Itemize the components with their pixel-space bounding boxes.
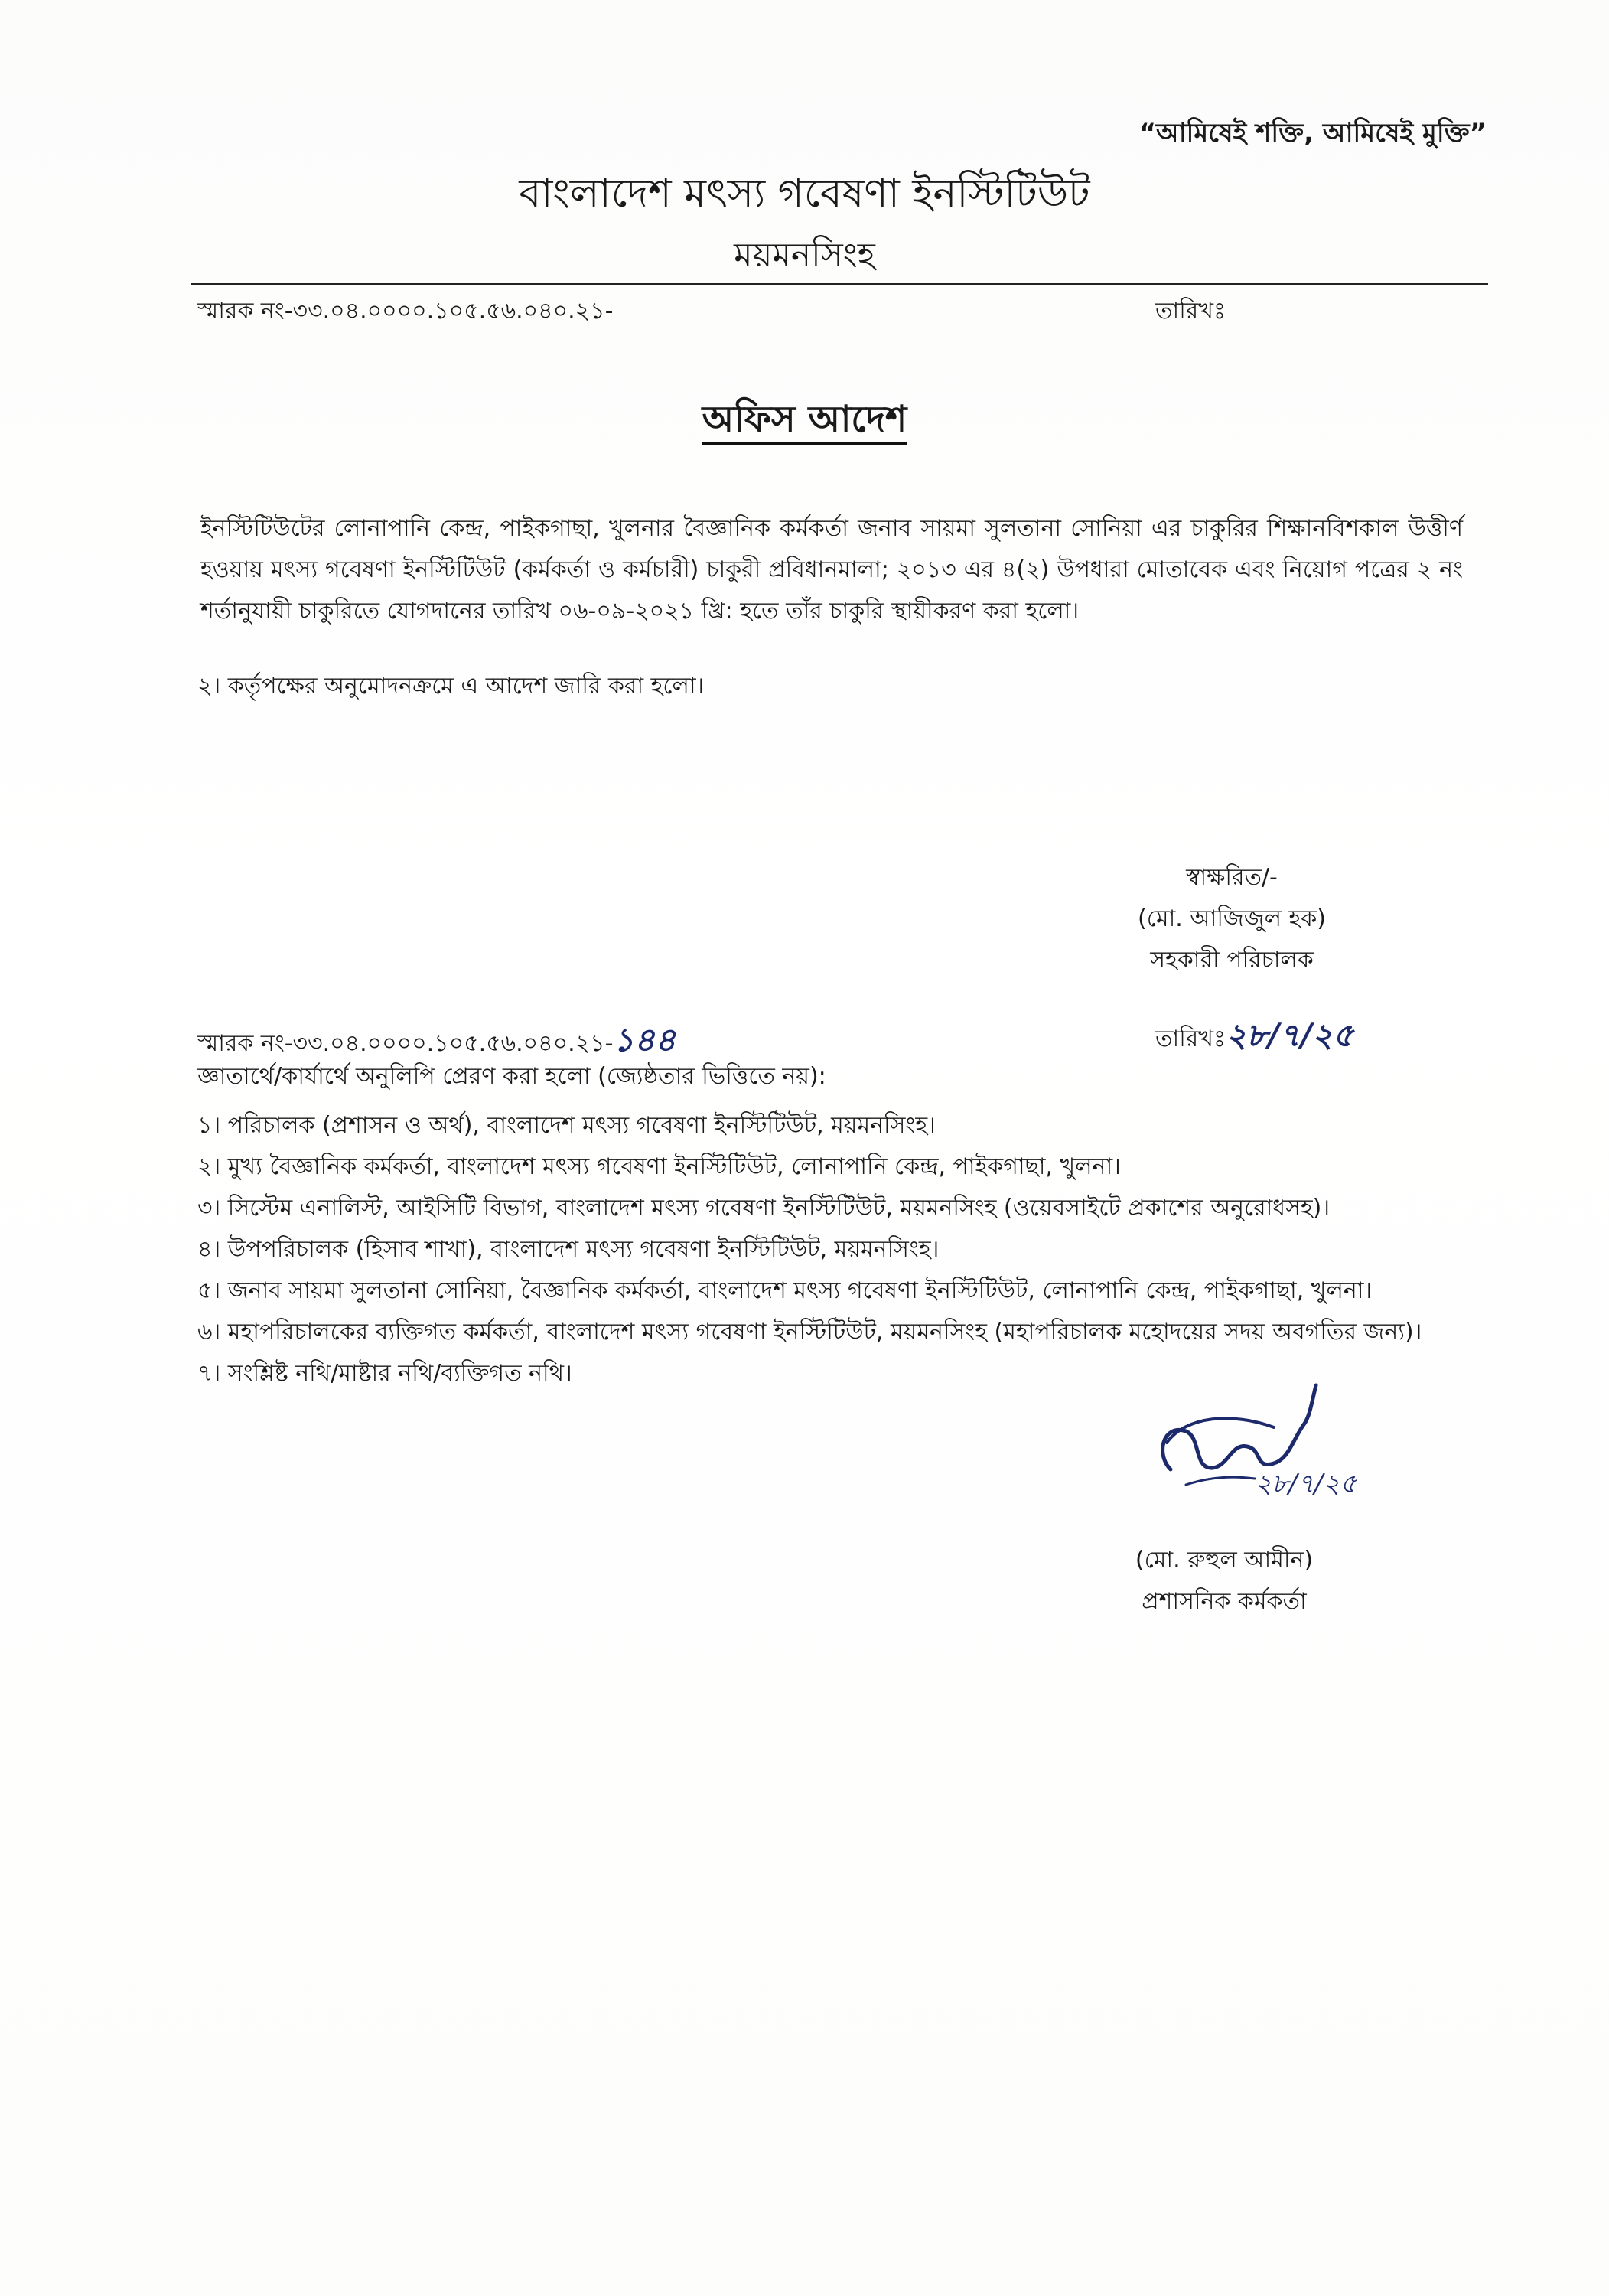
copy-item: ৭। সংশ্লিষ্ট নথি/মাষ্টার নথি/ব্যক্তিগত নথি। [197, 1360, 572, 1387]
copy-item: ২। মুখ্য বৈজ্ঞানিক কর্মকর্তা, বাংলাদেশ মৎস্য গবেষণা ইনস্টিটিউট, লোনাপানি কেন্দ্র, পাইকগাছা, খুলনা। [197, 1153, 1121, 1180]
order-paragraph-2: ২। কর্তৃপক্ষের অনুমোদনক্রমে এ আদেশ জারি করা হলো। [197, 673, 705, 700]
signed-mark: স্বাক্ষরিত/- [1186, 864, 1278, 891]
copy-item: ৫। জনাব সায়মা সুলতানা সোনিয়া, বৈজ্ঞানিক কর্মকর্তা, বাংলাদেশ মৎস্য গবেষণা ইনস্টিটিউট, লোনাপানি কেন্দ্র, পাইকগাছা, খুলনা। [197, 1277, 1373, 1304]
memo-number-top: স্মারক নং-৩৩.০৪.০০০০.১০৫.৫৬.০৪০.২১- [197, 298, 614, 325]
handwritten-signature [1140, 1370, 1370, 1523]
copies-intro: জ্ঞাতার্থে/কার্যার্থে অনুলিপি প্রেরণ করা হলো (জ্যেষ্ঠতার ভিত্তিতে নয়): [197, 1063, 826, 1090]
motto: “আমিষেই শক্তি, আমিষেই মুক্তি” [1138, 118, 1487, 148]
copies-list [197, 1105, 1483, 1394]
copy-item: ৩। সিস্টেম এনালিস্ট, আইসিটি বিভাগ, বাংলাদেশ মৎস্য গবেষণা ইনস্টিটিউট, ময়মনসিংহ (ওয়েবসাইটে প্রকাশের অনুরোধসহ)। [197, 1195, 1331, 1221]
signatory-designation: সহকারী পরিচালক [1150, 947, 1314, 974]
order-title-text: অফিস আদেশ [702, 398, 907, 445]
memo-handwritten-number: ১৪৪ [613, 1021, 676, 1058]
copy-item: ৪। উপপরিচালক (হিসাব শাখা), বাংলাদেশ মৎস্য গবেষণা ইনস্টিটিউট, ময়মনসিংহ। [197, 1236, 940, 1263]
copy-item: ১। পরিচালক (প্রশাসন ও অর্থ), বাংলাদেশ মৎস্য গবেষণা ইনস্টিটিউট, ময়মনসিংহ। [197, 1112, 936, 1139]
order-paragraph-1: ইনস্টিটিউটের লোনাপানি কেন্দ্র, পাইকগাছা, খুলনার বৈজ্ঞানিক কর্মকর্তা জনাব সায়মা সুলতানা সোনিয়া এর চাকুরির শিক্ষানবিশকাল উত্তীর্ণ হওয়ায় মৎস্য গবেষণা ইনস্টিটিউট (কর্মকর্তা ও কর্মচারী) চাকুরী প্রবিধানমালা; ২০১৩ এর ৪(২) উপধারা মোতাবেক এবং নিয়োগ পত্রের ২ নং শর্তানুযায়ী চাকুরিতে যোগদানের তারিখ ০৬-০৯-২০২১ খ্রি: হতে তাঁর চাকুরি স্থায়ীকরণ করা হলো। [200, 515, 1463, 625]
date-bottom [1155, 1010, 1353, 1065]
institute-title: বাংলাদেশ মৎস্য গবেষণা ইনস্টিটিউট [519, 171, 1090, 217]
signatory-name: (মো. রুহুল আমীন) [1135, 1547, 1314, 1574]
signatory-name: (মো. আজিজুল হক) [1138, 905, 1326, 932]
signatory-block-2 [1102, 1540, 1347, 1623]
signature-date: ২৮/৭/২৫ [1255, 1469, 1357, 1499]
memo-ref-text: স্মারক নং-৩৩.০৪.০০০০.১০৫.৫৬.০৪০.২১- [197, 1030, 614, 1057]
copy-item: ৬। মহাপরিচালকের ব্যক্তিগত কর্মকর্তা, বাংলাদেশ মৎস্য গবেষণা ইনস্টিটিউট, ময়মনসিংহ (মহাপরিচালক মহোদয়ের সদয় অবগতির জন্য)। [197, 1319, 1422, 1345]
date-handwritten: ২৮/৭/২৫ [1226, 1016, 1354, 1054]
date-label-bottom: তারিখঃ [1155, 1026, 1226, 1052]
institute-city: ময়মনসিংহ [734, 236, 875, 275]
header-divider [191, 283, 1488, 285]
order-title [0, 392, 1609, 452]
signatory-block-1 [1109, 857, 1354, 981]
date-label-top: তারিখঃ [1155, 298, 1226, 325]
signatory-designation: প্রশাসনিক কর্মকর্তা [1142, 1588, 1307, 1615]
